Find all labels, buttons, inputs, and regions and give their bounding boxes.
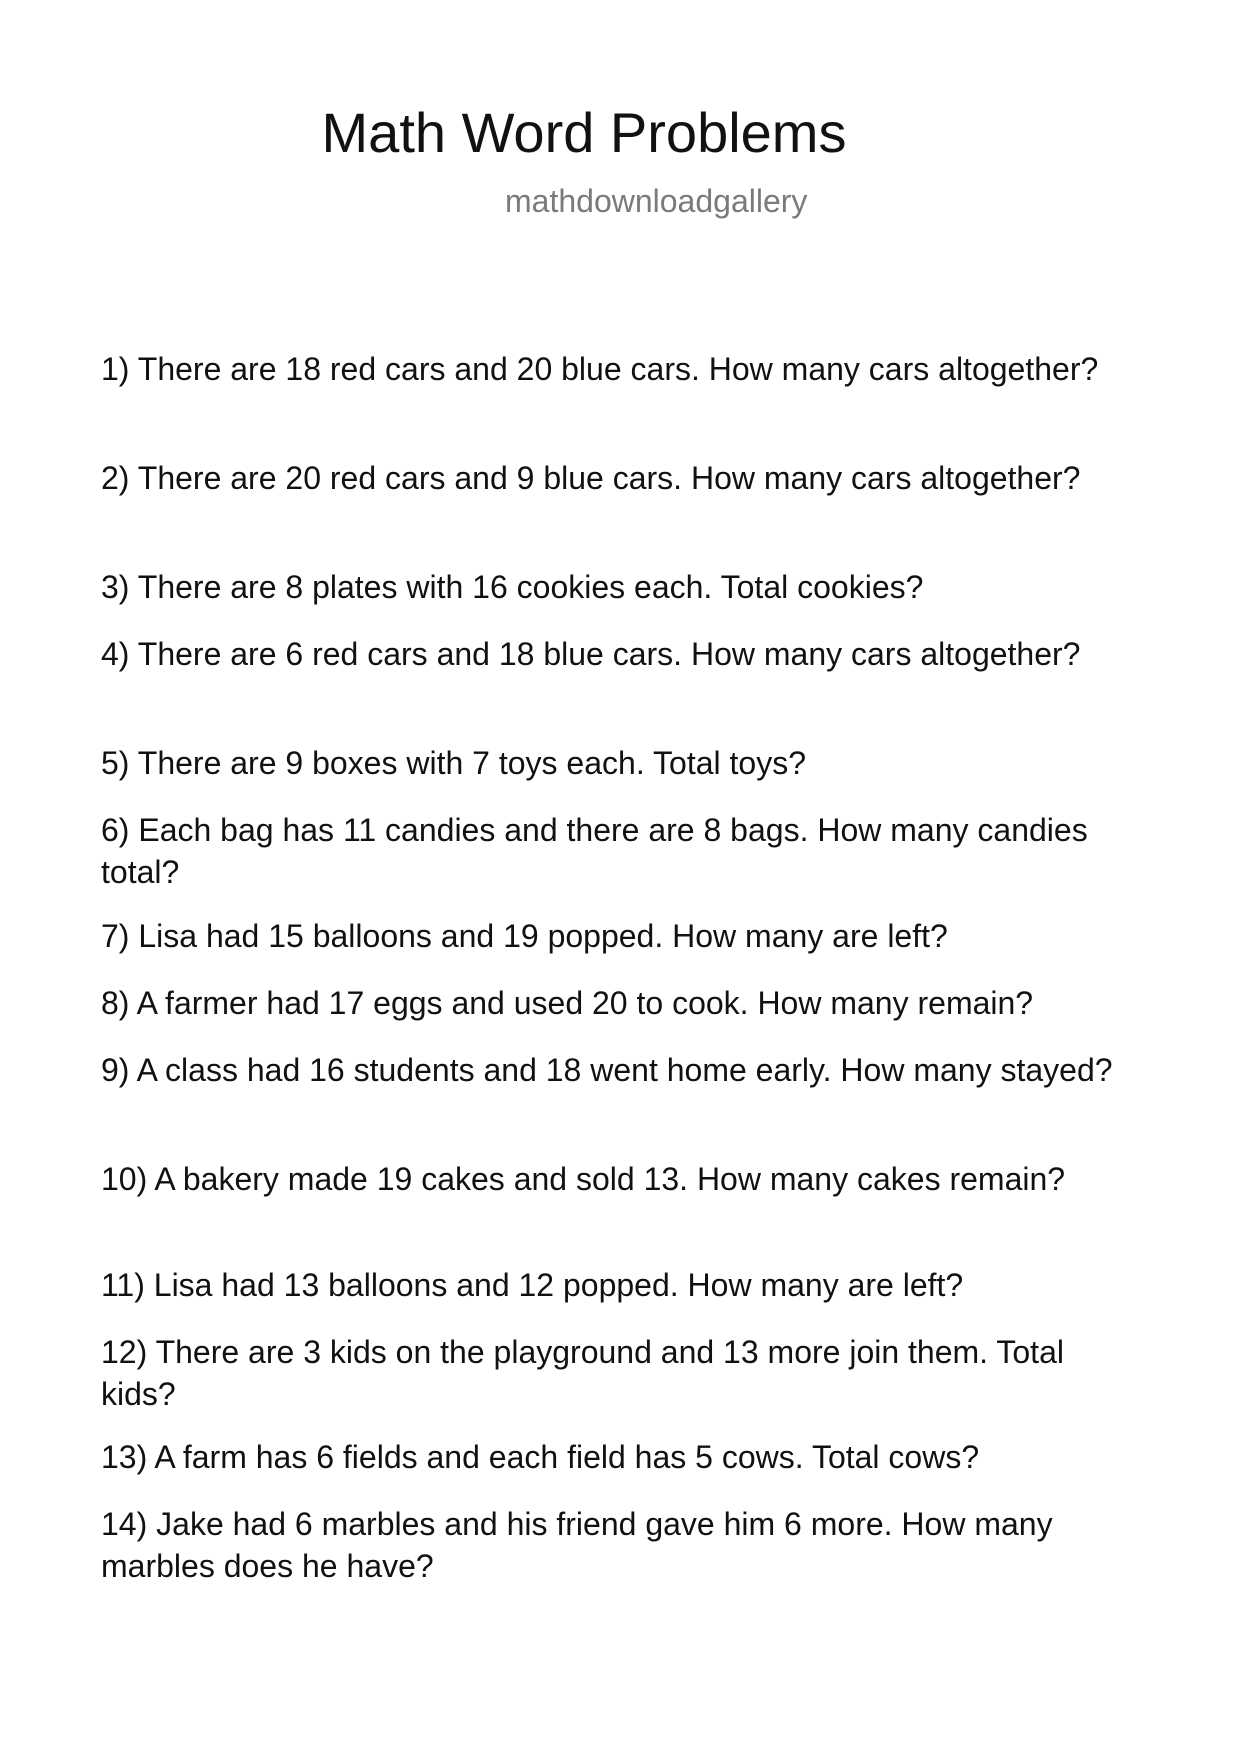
problem-item: 2) There are 20 red cars and 9 blue cars. How many cars altogether? xyxy=(101,460,1081,496)
problem-item: 7) Lisa had 15 balloons and 19 popped. How many are left? xyxy=(101,918,948,954)
problem-item: 6) Each bag has 11 candies and there are 8 bags. How many candies total? xyxy=(101,812,1088,890)
problem-item: 11) Lisa had 13 balloons and 12 popped. How many are left? xyxy=(101,1267,964,1303)
problem-item: 13) A farm has 6 fields and each field has 5 cows. Total cows? xyxy=(101,1439,980,1475)
problem-item: 1) There are 18 red cars and 20 blue cars. How many cars altogether? xyxy=(101,351,1099,387)
problem-item: 10) A bakery made 19 cakes and sold 13. How many cakes remain? xyxy=(101,1161,1066,1197)
problem-item: 9) A class had 16 students and 18 went home early. How many stayed? xyxy=(101,1052,1113,1088)
problem-item: 5) There are 9 boxes with 7 toys each. Total toys? xyxy=(101,745,806,781)
problem-item: 8) A farmer had 17 eggs and used 20 to cook. How many remain? xyxy=(101,985,1034,1021)
problem-item: 3) There are 8 plates with 16 cookies each. Total cookies? xyxy=(101,569,924,605)
worksheet-title: Math Word Problems xyxy=(321,101,847,164)
problem-item: 14) Jake had 6 marbles and his friend gave him 6 more. How many marbles does he have? xyxy=(101,1506,1053,1584)
problem-item: 4) There are 6 red cars and 18 blue cars. How many cars altogether? xyxy=(101,636,1081,672)
worksheet-source: mathdownloadgallery xyxy=(505,183,808,219)
problem-item: 12) There are 3 kids on the playground and 13 more join them. Total kids? xyxy=(101,1334,1064,1412)
